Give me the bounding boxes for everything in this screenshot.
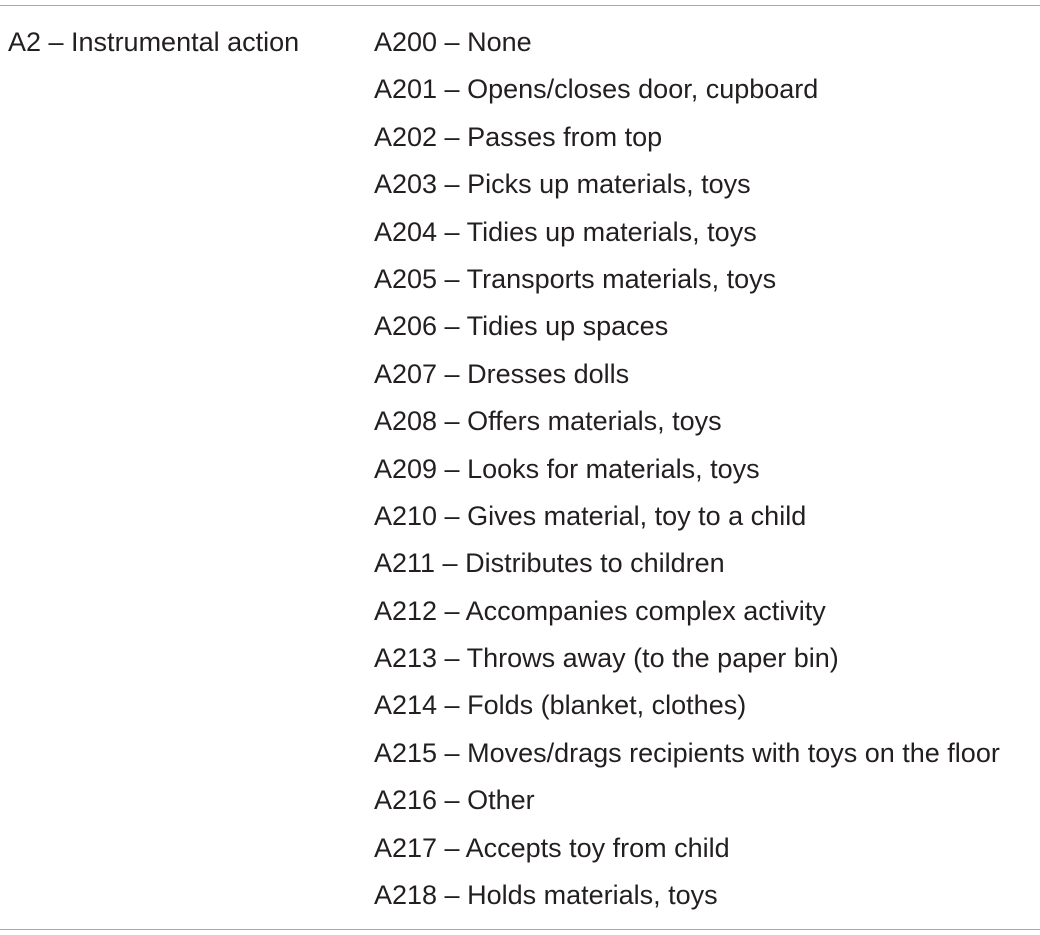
table-bottom-rule (0, 929, 1040, 930)
code-item: A206 – Tidies up spaces (374, 311, 669, 342)
code-item: A207 – Dresses dolls (374, 358, 630, 389)
code-item: A213 – Throws away (to the paper bin) (374, 643, 839, 674)
code-item: A215 – Moves/drags recipients with toys on the floor (374, 737, 1000, 768)
code-item: A210 – Gives material, toy to a child (374, 500, 807, 531)
code-item: A205 – Transports materials, toys (374, 263, 777, 294)
code-item: A204 – Tidies up materials, toys (374, 216, 757, 247)
code-item: A216 – Other (374, 785, 535, 816)
code-item: A217 – Accepts toy from child (374, 832, 730, 863)
code-item: A208 – Offers materials, toys (374, 406, 722, 437)
code-item: A214 – Folds (blanket, clothes) (374, 690, 747, 721)
code-list (374, 24, 1000, 924)
category-label: A2 – Instrumental action (8, 27, 300, 57)
code-item: A218 – Holds materials, toys (374, 880, 718, 911)
table-top-rule (0, 5, 1040, 6)
code-item: A203 – Picks up materials, toys (374, 169, 751, 200)
code-item: A202 – Passes from top (374, 121, 663, 152)
code-item: A211 – Distributes to children (374, 548, 725, 579)
code-item: A200 – None (374, 27, 532, 57)
code-item: A209 – Looks for materials, toys (374, 453, 760, 484)
code-item: A201 – Opens/closes door, cupboard (374, 74, 819, 105)
code-item: A212 – Accompanies complex activity (374, 595, 826, 626)
